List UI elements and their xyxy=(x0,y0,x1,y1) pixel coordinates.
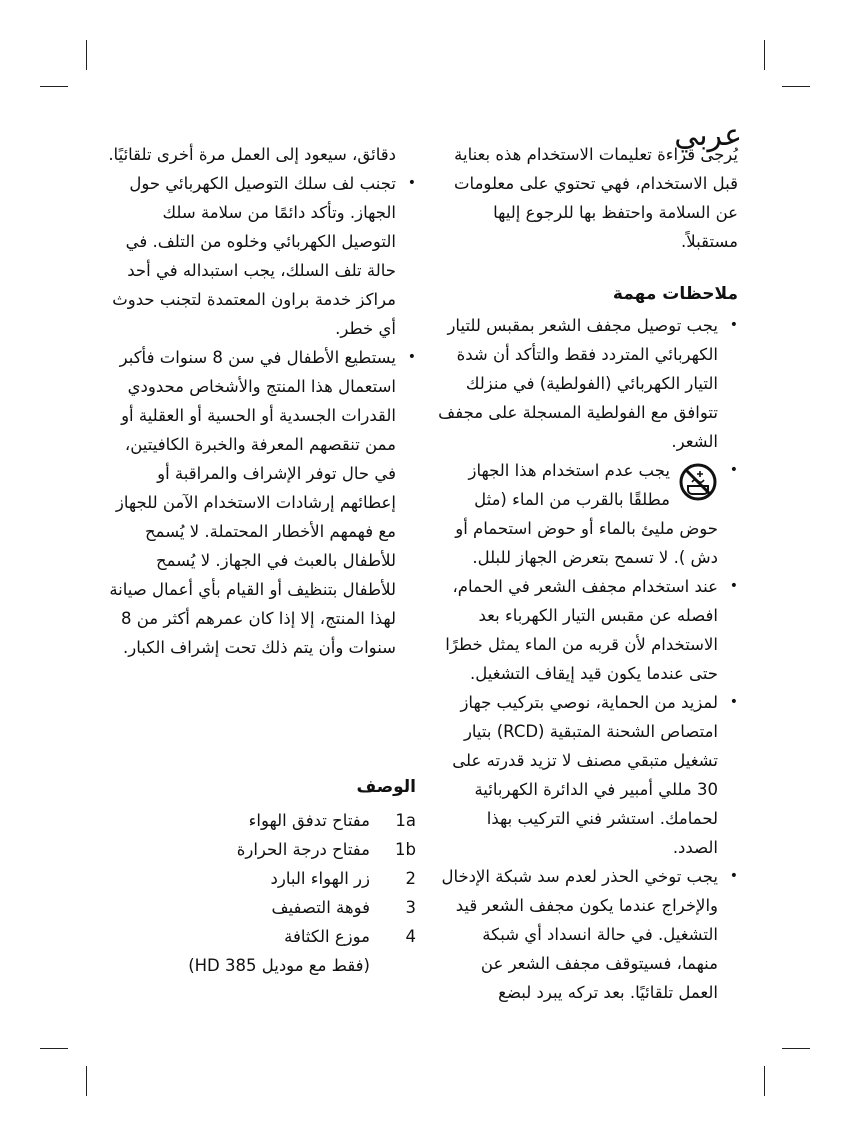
list-item-water-warning xyxy=(438,456,738,572)
right-column xyxy=(438,140,738,1007)
safety-list xyxy=(104,169,416,662)
description-item xyxy=(104,922,416,951)
crop-mark-top-right xyxy=(764,40,765,70)
crop-mark-top-right-h xyxy=(782,86,810,87)
list-item: • تجنب لف سلك التوصيل الكهربائي حول الجهاز. وتأكد دائمًا من سلامة سلك التوصيل الكهربائي وخلوه من التلف. في حالة تلف السلك، يجب استبداله في أحد مراكز خدمة براون المعتمدة لتجنب حدوث أي خطر. xyxy=(104,169,416,343)
continuation-text: دقائق، سيعود إلى العمل مرة أخرى تلقائيًا. xyxy=(108,145,396,164)
intro-paragraph: يُرجى قراءة تعليمات الاستخدام هذه بعناية قبل الاستخدام، فهي تحتوي على معلومات عن السلامة واحتفظ بها للرجوع إليها مستقبلاً. xyxy=(454,145,738,251)
important-notes-heading: ملاحظات مهمة xyxy=(612,284,738,304)
list-item: • يجب توخي الحذر لعدم سد شبكة الإدخال والإخراج عندما يكون مجفف الشعر قيد التشغيل. في حالة انسداد أي شبكة منهما، فسيتوقف مجفف الشعر عن العمل تلقائيًا. بعد تركه يبرد لبضع xyxy=(438,862,738,1007)
description-item xyxy=(104,864,416,893)
section-title: عربي xyxy=(674,118,742,154)
description-item xyxy=(104,835,416,864)
crop-mark-bottom-left-h xyxy=(40,1048,68,1049)
crop-mark-bottom-left xyxy=(86,1066,87,1096)
description-list xyxy=(104,806,416,951)
item-label: مفتاح درجة الحرارة xyxy=(236,840,370,859)
list-item: • عند استخدام مجفف الشعر في الحمام، افصله عن مقبس التيار الكهرباء بعد الاستخدام لأن قربه من الماء يمثل خطرًا حتى عندما يكون قيد إيقاف التشغيل. xyxy=(438,572,738,688)
item-label: مفتاح تدفق الهواء xyxy=(248,811,370,830)
no-water-bath-icon xyxy=(678,462,718,502)
list-item: • يجب توصيل مجفف الشعر بمقبس للتيار الكهربائي المتردد فقط والتأكد أن شدة التيار الكهربائي (الفولطية) في منزلك تتوافق مع الفولطية المسجلة على مجفف الشعر. xyxy=(438,311,738,456)
item-label: موزع الكثافة xyxy=(284,927,370,946)
item-number: 1b xyxy=(395,840,416,859)
item-label: زر الهواء البارد xyxy=(270,869,370,888)
crop-mark-bottom-right xyxy=(764,1066,765,1096)
description-heading: الوصف xyxy=(356,777,416,797)
item-number: 2 xyxy=(405,869,416,888)
crop-mark-top-left-h xyxy=(40,86,68,87)
list-item: • يستطيع الأطفال في سن 8 سنوات فأكبر استعمال هذا المنتج والأشخاص محدودي القدرات الجسدية أو الحسية أو العقلية أو ممن تنقصهم المعرفة والخبرة الكافيتين، في حال توفر الإشراف والمراقبة أو إعطائهم إرشادات الاستخدام الآمن للجهاز مع فهمهم الأخطار المحتملة. لا يُسمح للأطفال بالعبث في الجهاز. لا يُسمح للأطفال بتنظيف أو القيام بأي أعمال صيانة لهذا المنتج، إلا إذا كان عمرهم أكثر من 8 سنوات وأن يتم ذلك تحت إشراف الكبار. xyxy=(104,343,416,662)
important-notes-list xyxy=(438,311,738,1007)
left-column xyxy=(104,140,416,980)
model-note: (فقط مع موديل HD 385) xyxy=(188,956,370,975)
item-number: 1a xyxy=(395,811,416,830)
water-warning-text: يجب عدم استخدام هذا الجهاز مطلقًا بالقرب من الماء (مثل حوض مليئ بالماء أو حوض استحمام أو دش ). لا تسمح بتعرض الجهاز للبلل. xyxy=(455,461,718,567)
item-number: 4 xyxy=(405,927,416,946)
item-number: 3 xyxy=(405,898,416,917)
description-item xyxy=(104,806,416,835)
list-item: • لمزيد من الحماية، نوصي بتركيب جهاز امتصاص الشحنة المتبقية (RCD) بتيار تشغيل متبقي مصنف لا تزيد قدرته على 30 مللي أمبير في الدائرة الكهربائية لحمامك. استشر فني التركيب بهذا الصدد. xyxy=(438,688,738,862)
item-label: فوهة التصفيف xyxy=(271,898,370,917)
crop-mark-top-left xyxy=(86,40,87,70)
crop-mark-bottom-right-h xyxy=(782,1048,810,1049)
description-item xyxy=(104,893,416,922)
